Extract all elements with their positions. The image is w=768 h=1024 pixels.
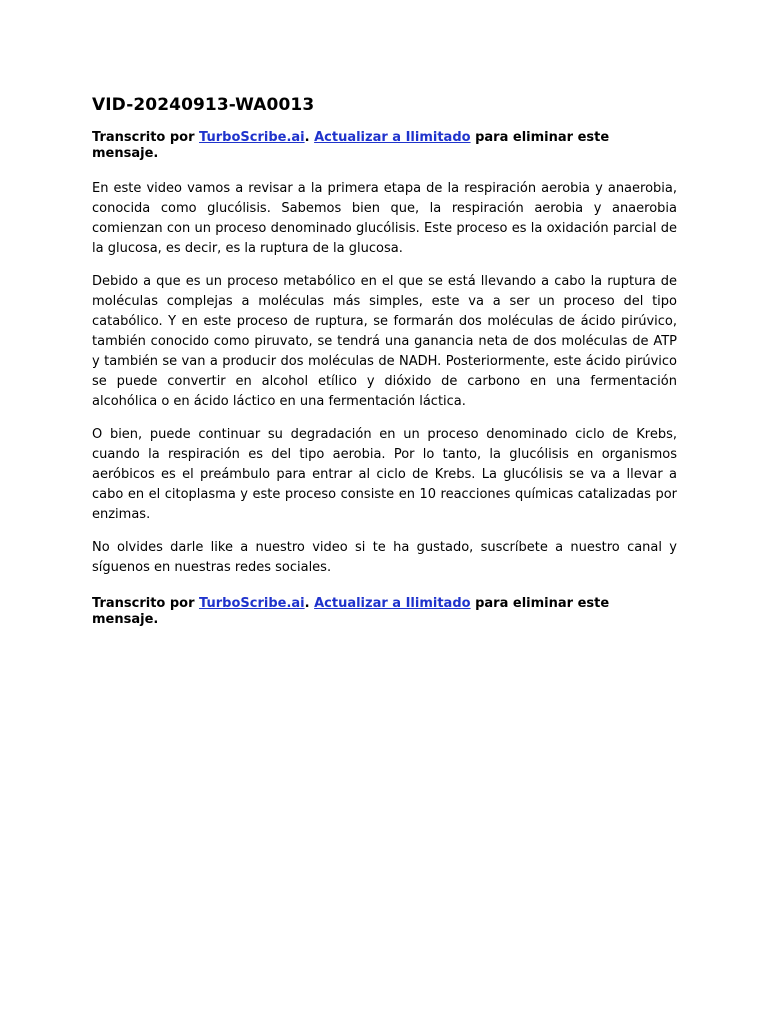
transcript-paragraph: No olvides darle like a nuestro video si te ha gustado, suscríbete a nuestro canal y síguenos en nuestras redes sociales. <box>92 540 677 575</box>
turboscribe-link[interactable]: TurboScribe.ai <box>199 130 305 145</box>
document-title: VID-20240913-WA0013 <box>92 95 315 115</box>
notice-prefix: Transcrito por <box>92 130 200 145</box>
notice-separator: . <box>304 130 315 145</box>
notice-separator: . <box>304 596 315 611</box>
transcript-paragraph: O bien, puede continuar su degradación en un proceso denominado ciclo de Krebs, cuando la respiración es del tipo aerobia. Por lo tanto, la glucólisis en organismos aeróbicos es el preámbulo para entrar al ciclo de Krebs. La glucólisis se va a llevar a cabo en el citoplasma y este proceso consiste en 10 reacciones químicas catalizadas por enzimas. <box>92 427 677 522</box>
transcript-paragraph: En este video vamos a revisar a la primera etapa de la respiración aerobia y anaerobia, conocida como glucólisis. Sabemos bien que, la respiración aerobia y anaerobia comienzan con un proceso denominado glucólisis. Este proceso es la oxidación parcial de la glucosa, es decir, es la ruptura de la glucosa. <box>92 181 677 256</box>
transcription-notice-top <box>92 130 677 162</box>
notice-suffix: para eliminar este mensaje. <box>92 130 610 161</box>
document-page <box>92 94 677 645</box>
transcription-notice-bottom <box>92 596 677 628</box>
notice-prefix: Transcrito por <box>92 596 200 611</box>
notice-suffix: para eliminar este mensaje. <box>92 596 610 627</box>
transcript-paragraph: Debido a que es un proceso metabólico en el que se está llevando a cabo la ruptura de moléculas complejas a moléculas más simples, este va a ser un proceso del tipo catabólico. Y en este proceso de ruptura, se formarán dos moléculas de ácido pirúvico, también conocido como piruvato, se tendrá una ganancia neta de dos moléculas de ATP y también se van a producir dos moléculas de NADH. Posteriormente, este ácido pirúvico se puede convertir en alcohol etílico y dióxido de carbono en una fermentación alcohólica o en ácido láctico en una fermentación láctica. <box>92 274 677 409</box>
upgrade-unlimited-link[interactable]: Actualizar a Ilimitado <box>314 596 471 611</box>
turboscribe-link[interactable]: TurboScribe.ai <box>199 596 305 611</box>
upgrade-unlimited-link[interactable]: Actualizar a Ilimitado <box>314 130 471 145</box>
